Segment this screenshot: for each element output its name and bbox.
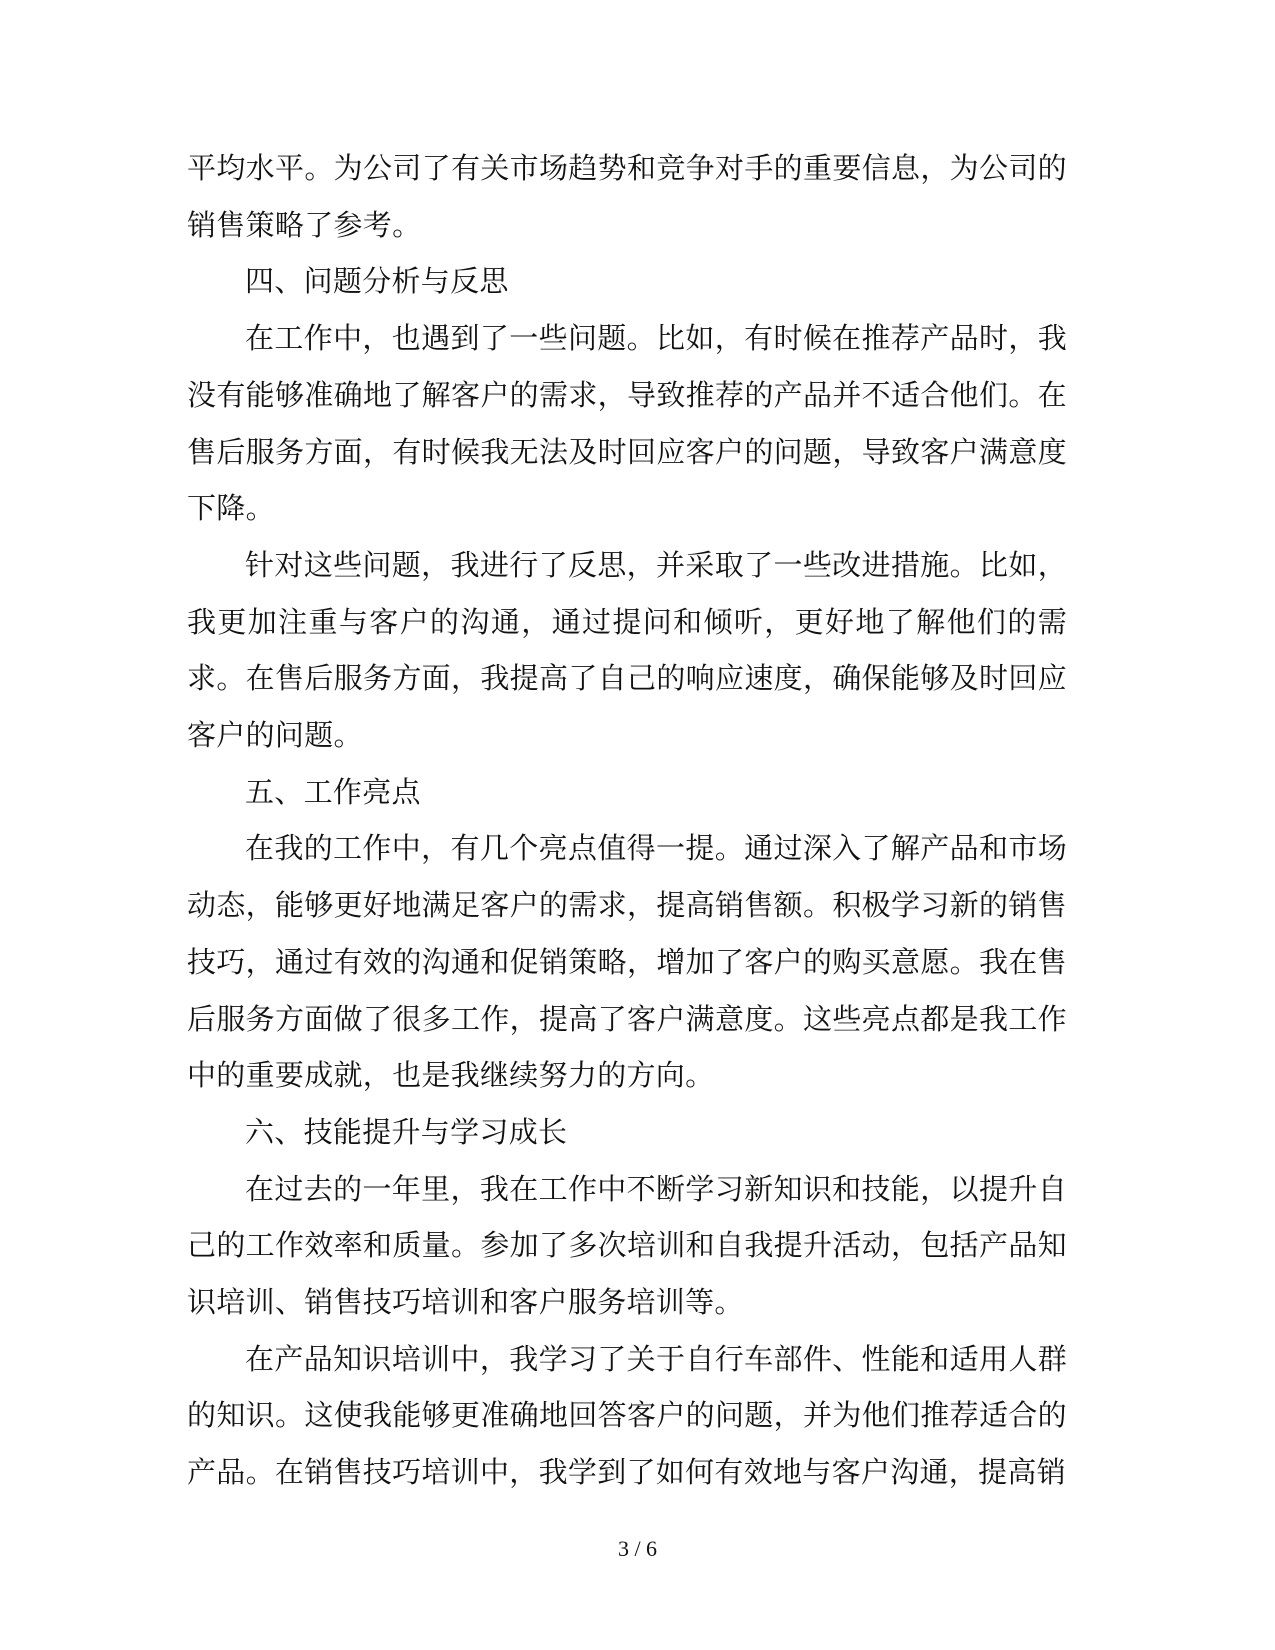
paragraph: 针对这些问题，我进行了反思，并采取了一些改进措施。比如，我更加注重与客户的沟通，通过提问和倾听，更好地了解他们的需求。在售后服务方面，我提高了自己的响应速度，确保能够及时回应客户的问题。 bbox=[187, 547, 1067, 753]
section-heading-4: 四、问题分析与反思 bbox=[245, 264, 509, 299]
paragraph: 在过去的一年里，我在工作中不断学习新知识和技能，以提升自己的工作效率和质量。参加了多次培训和自我提升活动，包括产品知识培训、销售技巧培训和客户服务培训等。 bbox=[187, 1171, 1067, 1320]
section-heading-5: 五、工作亮点 bbox=[245, 774, 421, 809]
paragraph: 在工作中，也遇到了一些问题。比如，有时候在推荐产品时，我没有能够准确地了解客户的需求，导致推荐的产品并不适合他们。在售后服务方面，有时候我无法及时回应客户的问题，导致客户满意度下降。 bbox=[187, 321, 1067, 526]
paragraph-continuation: 平均水平。为公司了有关市场趋势和竞争对手的重要信息，为公司的销售策略了参考。 bbox=[187, 151, 1067, 242]
paragraph: 在产品知识培训中，我学习了关于自行车部件、性能和适用人群的知识。这使我能够更准确地回答客户的问题，并为他们推荐适合的产品。在销售技巧培训中，我学到了如何有效地与客户沟通，提高销 bbox=[187, 1341, 1067, 1490]
page-number: 3 / 6 bbox=[617, 1536, 658, 1561]
section-heading-6: 六、技能提升与学习成长 bbox=[245, 1114, 568, 1149]
paragraph: 在我的工作中，有几个亮点值得一提。通过深入了解产品和市场动态，能够更好地满足客户的需求，提高销售额。积极学习新的销售技巧，通过有效的沟通和促销策略，增加了客户的购买意愿。我在售后服务方面做了很多工作，提高了客户满意度。这些亮点都是我工作中的重要成就，也是我继续努力的方向。 bbox=[187, 831, 1067, 1093]
document-body bbox=[187, 140, 1067, 1501]
